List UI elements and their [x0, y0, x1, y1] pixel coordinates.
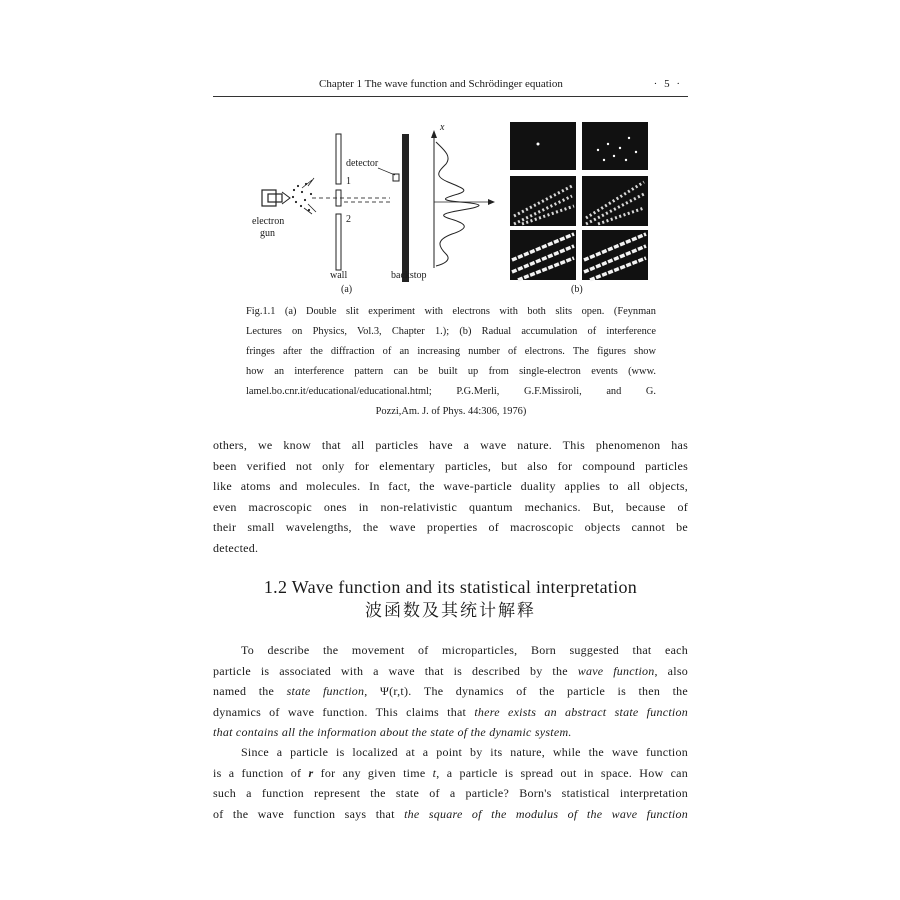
caption-line: how an interference pattern can be built up from single-electron events (www. [246, 366, 656, 377]
label-backstop: backstop [391, 270, 427, 281]
detector-icon [378, 168, 399, 181]
section-title-chinese: 波函数及其统计解释 [365, 601, 536, 621]
label-panel-a: (a) [341, 284, 353, 295]
backstop-bar [402, 134, 409, 282]
italic-term: state function [286, 684, 365, 698]
label-slit-1: 1 [346, 176, 351, 187]
text-run: , a particle is spread out in space. How can [436, 765, 688, 780]
italic-term: that contains all the information about the state of the dynamic system. [213, 725, 572, 739]
label-axis-x: x [440, 122, 445, 133]
chapter-title: Chapter 1 The wave function and Schrödinger equation [319, 78, 563, 90]
math-symbol-r: r [308, 765, 314, 780]
text-line [213, 763, 688, 784]
text-run: named the [213, 684, 287, 698]
interference-curve [436, 142, 479, 266]
italic-term: the square of the modulus of the wave function [404, 806, 688, 821]
caption-line: Lectures on Physics, Vol.3, Chapter 1.); (b) Radual accumulation of interference [246, 326, 656, 337]
text-line: Since a particle is localized at a point by its nature, while the wave function [241, 745, 688, 759]
paragraph-born-wave-function [213, 640, 688, 743]
caption-line: fringes after the diffraction of an increasing number of electrons. The figures show [246, 346, 656, 357]
text-line: their small wavelengths, the wave properties of macroscopic objects cannot be [213, 520, 688, 534]
caption-line: Fig.1.1 (a) Double slit experiment with electrons with both slits open. (Feynman [246, 306, 656, 317]
caption-line-last: Pozzi,Am. J. of Phys. 44:306, 1976) [375, 406, 527, 417]
label-panel-b: (b) [571, 284, 583, 295]
text-run: particle is associated with a wave that is described by the [213, 663, 578, 678]
text-run: , also [654, 663, 688, 678]
text-run: dynamics of wave function. This claims that [213, 704, 475, 719]
italic-term: wave function [577, 663, 655, 678]
text-line [213, 661, 688, 682]
label-detector: detector [346, 158, 379, 169]
electron-spray-icon [292, 178, 316, 214]
text-line [213, 804, 688, 825]
text-line: even macroscopic ones in non-relativistic quantum mechanics. But, because of [213, 499, 688, 514]
text-line: such a function represent the state of a particle? Born's statistical interpretation [213, 786, 688, 800]
text-run: for any given time [313, 765, 433, 780]
text-line [213, 722, 688, 743]
page-number: · 5 · [653, 78, 682, 90]
section-title-english: 1.2 Wave function and its statistical interpretation [263, 577, 638, 597]
figure-caption [246, 302, 656, 422]
text-line: been verified not only for elementary particles, but also for compound particles [213, 458, 688, 473]
text-line: To describe the movement of microparticles, Born suggested that each [241, 643, 688, 657]
text-line: detected. [213, 540, 259, 555]
label-wall: wall [330, 270, 348, 281]
math-symbol-t: t [432, 765, 437, 780]
label-slit-2: 2 [346, 214, 351, 225]
running-head [213, 78, 688, 97]
label-gun: gun [260, 228, 275, 239]
text-line: like atoms and molecules. In fact, the wave-particle duality applies to all objects, [213, 479, 688, 493]
text-run: of the wave function says that [213, 806, 405, 821]
figure-drawing [248, 120, 658, 298]
text-run: , Ψ(r,t). The dynamics of the particle is then the [364, 684, 688, 698]
caption-line: lamel.bo.cnr.it/educational/educational.html; P.G.Merli, G.F.Missiroli, and G. [246, 386, 656, 397]
text-run: is a function of [213, 765, 309, 780]
text-line [213, 702, 688, 723]
figure-1-1 [248, 120, 658, 298]
section-heading [213, 575, 688, 623]
label-electron: electron [252, 216, 285, 227]
wall [336, 134, 341, 270]
text-line: others, we know that all particles have a wave nature. This phenomenon has [213, 438, 688, 452]
italic-term: there exists an abstract state function [474, 704, 689, 719]
electron-patterns [510, 122, 648, 280]
electron-gun-icon [262, 190, 290, 206]
paragraph-statistical-interpretation [213, 742, 688, 824]
paragraph-wave-nature [213, 435, 688, 558]
text-line [213, 681, 688, 702]
